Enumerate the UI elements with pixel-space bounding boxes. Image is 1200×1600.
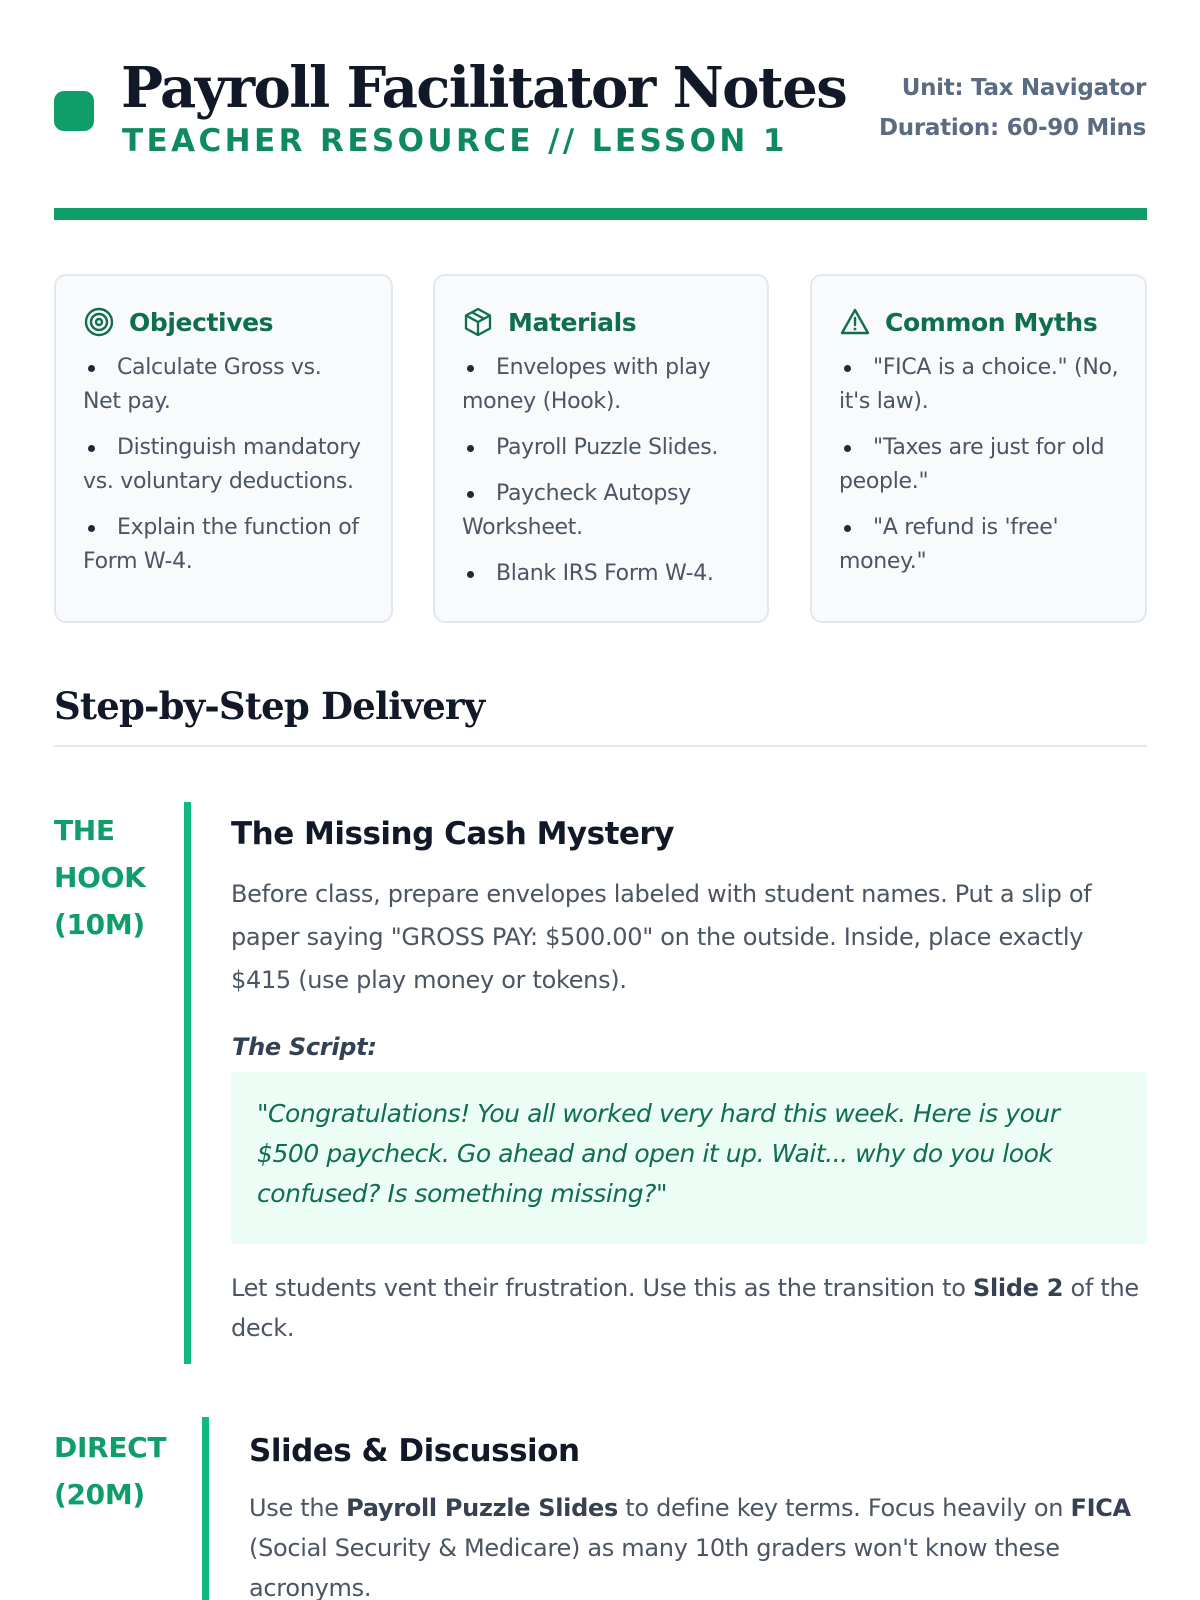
duration-label: Duration: 60-90 Mins — [879, 115, 1146, 141]
box-icon — [462, 306, 494, 338]
myths-card-header — [839, 304, 1119, 340]
list-item: Calculate Gross vs. Net pay. — [83, 351, 365, 419]
direct-step-title: Slides & Discussion — [249, 1433, 580, 1469]
list-item: "FICA is a choice." (No, it's law). — [839, 351, 1119, 419]
slides-reference: Payroll Puzzle Slides — [346, 1494, 618, 1522]
materials-title: Materials — [508, 307, 637, 337]
page-subtitle: TEACHER RESOURCE // LESSON 1 — [122, 123, 788, 159]
materials-card — [433, 274, 769, 623]
text-run: of the deck. — [231, 1274, 1139, 1342]
objectives-title: Objectives — [129, 307, 274, 337]
script-label: The Script: — [232, 1033, 377, 1061]
target-icon — [83, 306, 115, 338]
materials-list — [462, 351, 741, 591]
logo-square — [54, 91, 94, 131]
text-run: to define key terms. Focus heavily on — [617, 1494, 1071, 1522]
direct-text — [249, 1488, 1147, 1600]
text-run: Use the — [249, 1494, 347, 1522]
script-quote: "Congratulations! You all worked very hard this week. Here is your $500 paycheck. Go ahead and open it up. Wait... why do you look confused? Is something missing?" — [231, 1072, 1147, 1244]
list-item: Distinguish mandatory vs. voluntary deductions. — [83, 431, 365, 499]
phase-label-line: (10M) — [54, 908, 145, 941]
phase-label-line: HOOK — [54, 861, 146, 894]
unit-label: Unit: Tax Navigator — [901, 75, 1146, 101]
section-divider — [54, 745, 1147, 747]
list-item: Envelopes with play money (Hook). — [462, 351, 741, 419]
warning-icon — [839, 306, 871, 338]
header-divider — [54, 208, 1147, 220]
section-title: Step-by-Step Delivery — [54, 684, 485, 728]
text-run: Let students vent their frustration. Use this as the transition to — [231, 1274, 973, 1302]
phase-label-line: (20M) — [54, 1478, 145, 1511]
hook-step-title: The Missing Cash Mystery — [231, 816, 674, 852]
slide-reference: Slide 2 — [972, 1274, 1064, 1302]
direct-phase-label — [54, 1424, 166, 1518]
objectives-card — [54, 274, 393, 623]
objectives-card-header — [83, 304, 365, 340]
page-header — [54, 56, 1146, 166]
myths-card — [810, 274, 1147, 623]
myths-list — [839, 351, 1119, 579]
materials-card-header — [462, 304, 741, 340]
list-item: Paycheck Autopsy Worksheet. — [462, 477, 741, 545]
list-item: "Taxes are just for old people." — [839, 431, 1119, 499]
page-title: Payroll Facilitator Notes — [121, 55, 847, 121]
hook-intro: Before class, prepare envelopes labeled with student names. Put a slip of paper saying "GROSS PAY: $500.00" on the outside. Inside, place exactly $415 (use play money or tokens). — [231, 880, 1092, 994]
myths-title: Common Myths — [885, 307, 1098, 337]
phase-label-line: DIRECT — [54, 1431, 167, 1464]
objectives-list — [83, 351, 365, 579]
list-item: Explain the function of Form W-4. — [83, 511, 365, 579]
list-item: Payroll Puzzle Slides. — [462, 431, 741, 465]
hook-phase-label — [54, 807, 146, 948]
list-item: "A refund is 'free' money." — [839, 511, 1119, 579]
fica-term: FICA — [1070, 1494, 1131, 1522]
hook-timeline-bar — [184, 802, 191, 1364]
hook-after-text — [231, 1268, 1147, 1348]
text-run: (Social Security & Medicare) as many 10th graders won't know these acronyms. — [249, 1534, 1060, 1600]
list-item: Blank IRS Form W-4. — [462, 557, 741, 591]
direct-timeline-bar — [202, 1417, 209, 1600]
phase-label-line: THE — [54, 814, 115, 847]
lesson-meta — [879, 68, 1146, 148]
